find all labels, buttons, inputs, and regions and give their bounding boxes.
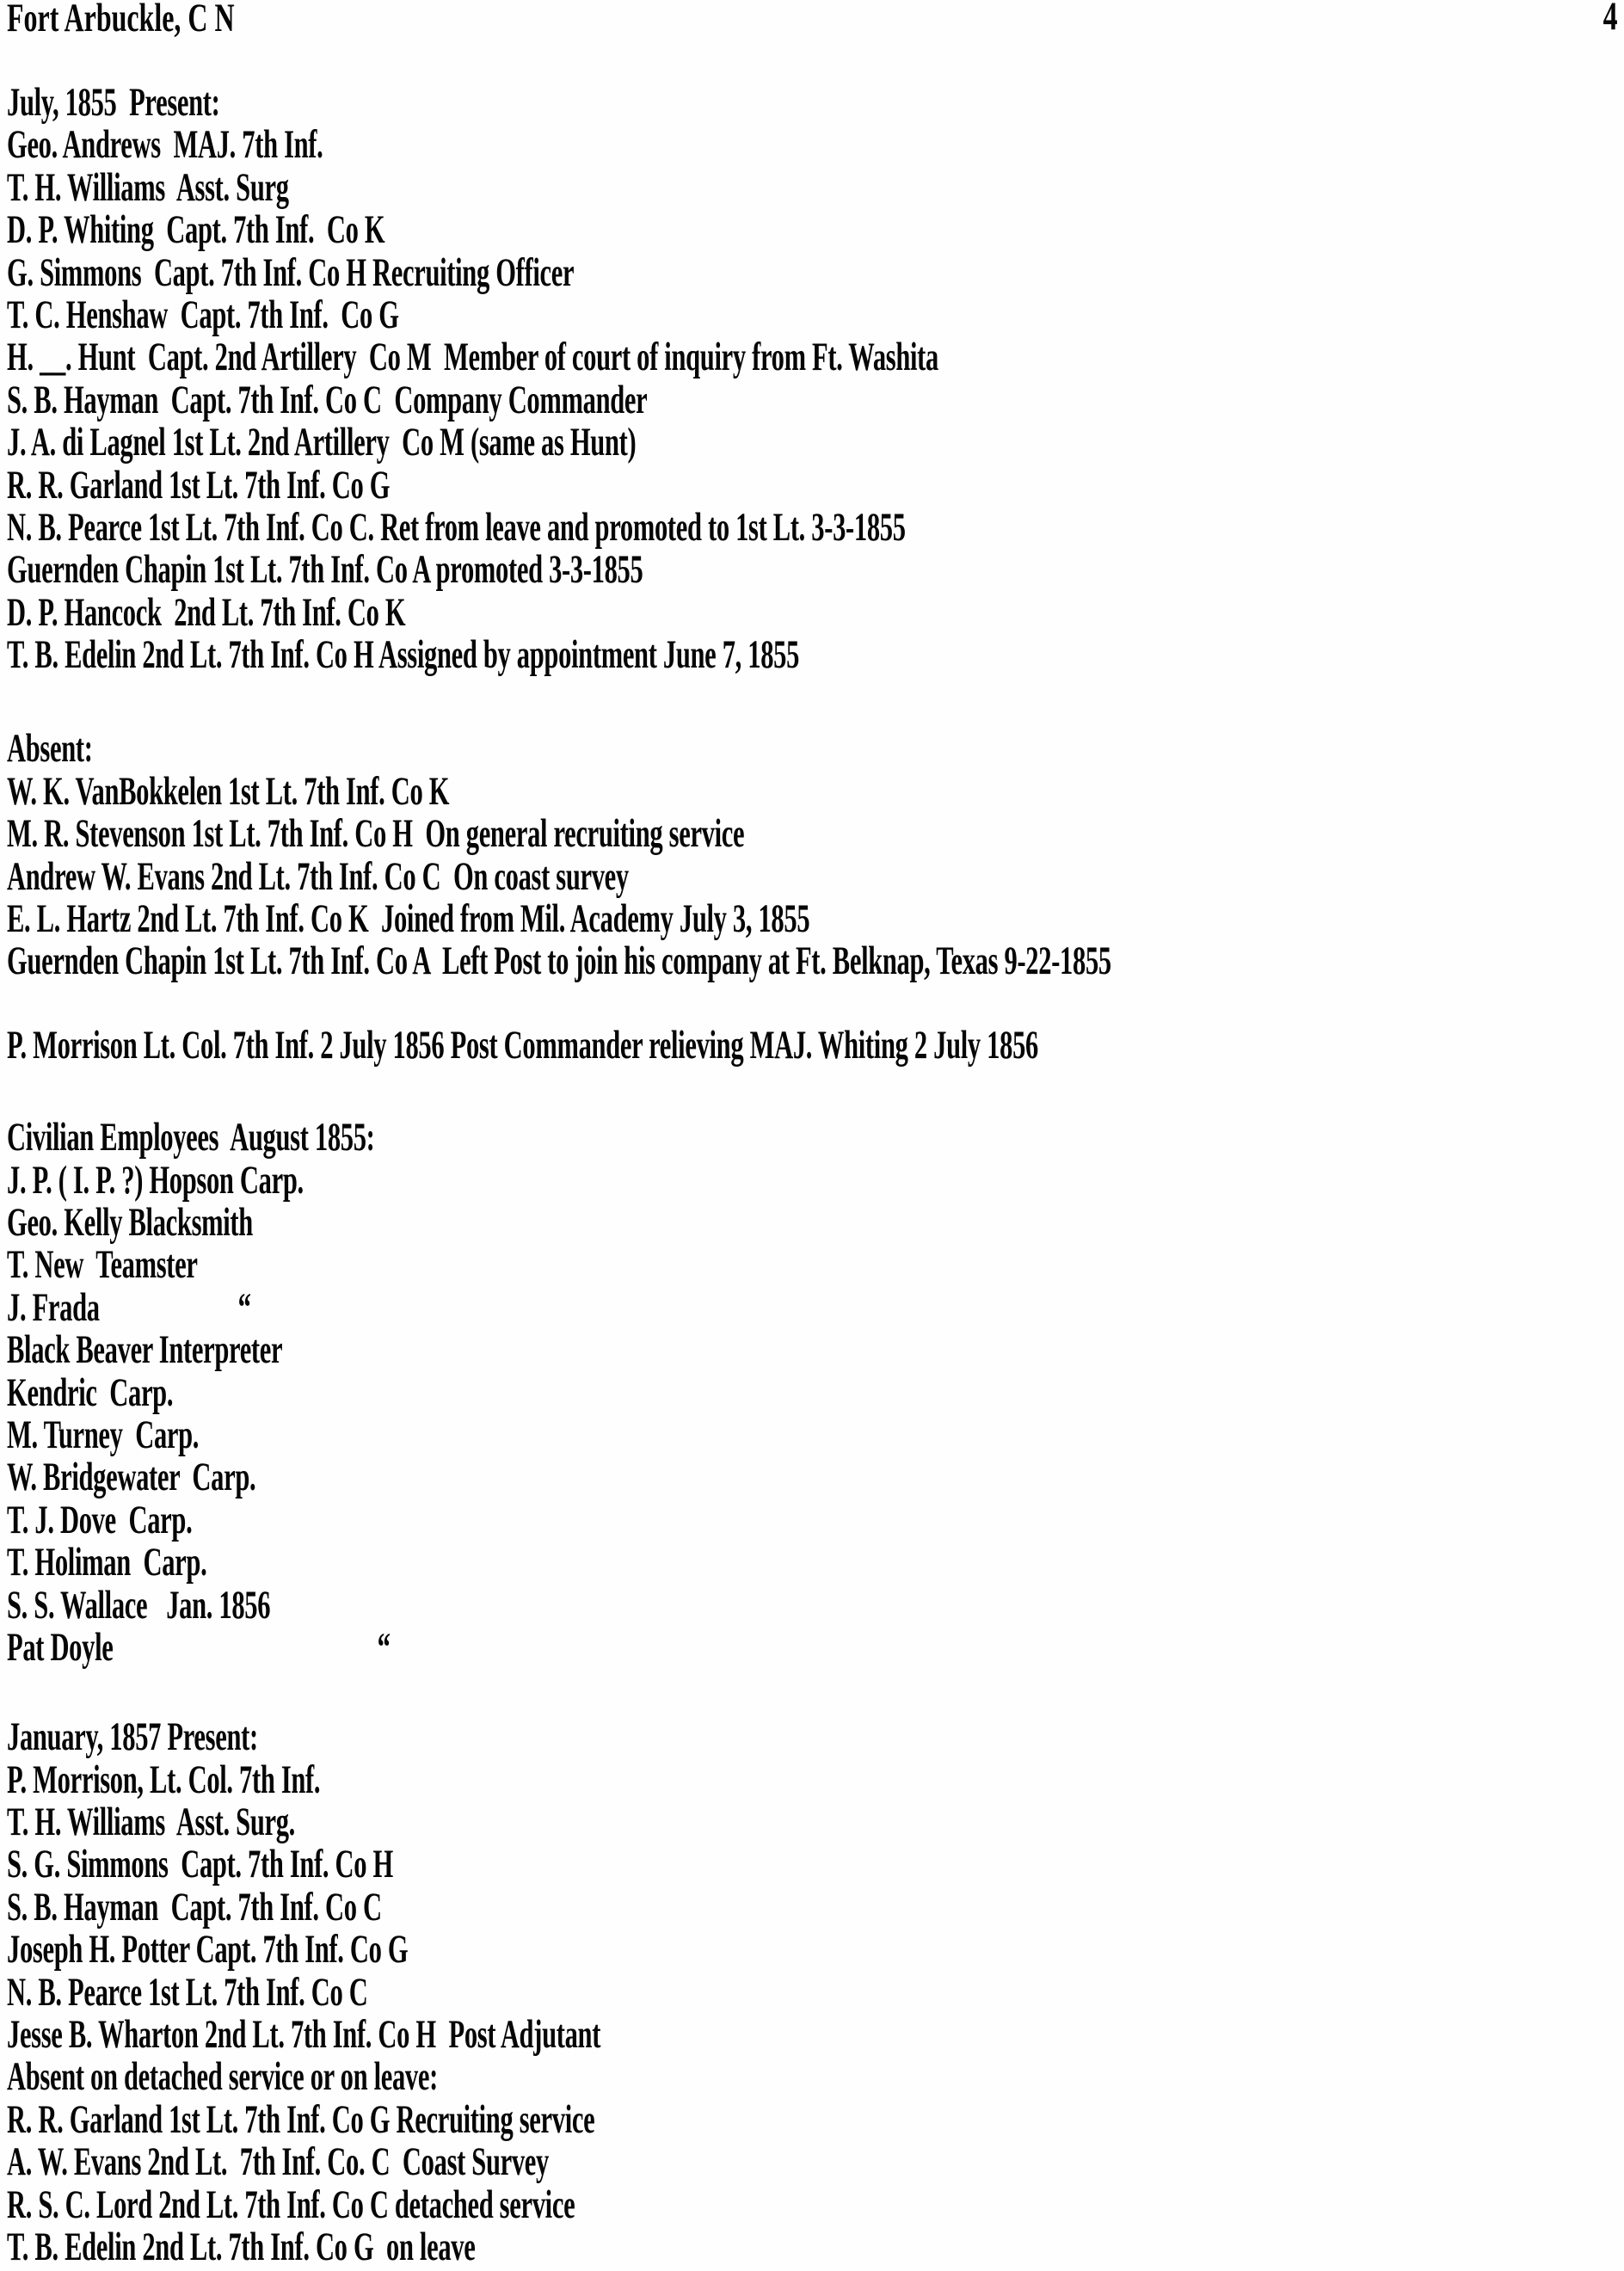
- page-number: 4: [1602, 0, 1617, 39]
- text-line: Geo. Kelly Blacksmith: [7, 1199, 253, 1245]
- text-line: July, 1855 Present:: [7, 80, 220, 125]
- text-line: T. H. Williams Asst. Surg: [7, 164, 289, 210]
- text-line: Jesse B. Wharton 2nd Lt. 7th Inf. Co H Post Adjutant: [7, 2012, 601, 2058]
- text-line: Black Beaver Interpreter: [7, 1327, 283, 1373]
- text-line: January, 1857 Present:: [7, 1714, 258, 1760]
- text-line: Andrew W. Evans 2nd Lt. 7th Inf. Co C On coast survey: [7, 853, 629, 899]
- text-line: N. B. Pearce 1st Lt. 7th Inf. Co C: [7, 1969, 368, 2015]
- section-civilian-employees: [7, 1117, 1621, 1669]
- text-line: R. R. Garland 1st Lt. 7th Inf. Co G: [7, 462, 391, 508]
- text-line: H. __. Hunt Capt. 2nd Artillery Co M Member of court of inquiry from Ft. Washita: [7, 335, 938, 380]
- text-line: W. Bridgewater Carp.: [7, 1455, 256, 1500]
- text-line: J. A. di Lagnel 1st Lt. 2nd Artillery Co M (same as Hunt): [7, 420, 637, 465]
- text-line: J. P. ( I. P. ?) Hopson Carp.: [7, 1157, 304, 1203]
- text-line: D. P. Whiting Capt. 7th Inf. Co K: [7, 207, 385, 253]
- text-line: T. H. Williams Asst. Surg.: [7, 1800, 295, 1845]
- text-line: Joseph H. Potter Capt. 7th Inf. Co G: [7, 1927, 409, 1973]
- text-line: R. S. C. Lord 2nd Lt. 7th Inf. Co C detached service: [7, 2182, 575, 2227]
- text-line: Absent:: [7, 726, 93, 772]
- text-line: Guernden Chapin 1st Lt. 7th Inf. Co A promoted 3-3-1855: [7, 547, 643, 593]
- text-line: J. Frada “: [7, 1284, 251, 1330]
- text-line: T. J. Dove Carp.: [7, 1497, 193, 1542]
- text-line: Guernden Chapin 1st Lt. 7th Inf. Co A Left Post to join his company at Ft. Belknap, Texas 9-22-1855: [7, 939, 1111, 984]
- text-line: M. R. Stevenson 1st Lt. 7th Inf. Co H On general recruiting service: [7, 811, 745, 857]
- text-line: S. S. Wallace Jan. 1856: [7, 1582, 271, 1628]
- text-line: Civilian Employees August 1855:: [7, 1115, 375, 1160]
- text-line: N. B. Pearce 1st Lt. 7th Inf. Co C. Ret from leave and promoted to 1st Lt. 3-3-1855: [7, 504, 906, 550]
- text-line: Geo. Andrews MAJ. 7th Inf.: [7, 122, 323, 168]
- text-line: M. Turney Carp.: [7, 1412, 200, 1457]
- page-title: Fort Arbuckle, C N: [7, 0, 235, 40]
- section-command-note-1856: [7, 1022, 1621, 1068]
- text-line: D. P. Hancock 2nd Lt. 7th Inf. Co K: [7, 589, 406, 635]
- section-january-1857-present: [7, 1716, 1621, 2268]
- text-line: Pat Doyle “: [7, 1624, 391, 1670]
- text-line: R. R. Garland 1st Lt. 7th Inf. Co G Recruiting service: [7, 2096, 595, 2142]
- text-line: P. Morrison, Lt. Col. 7th Inf.: [7, 1757, 321, 1802]
- text-line: T. C. Henshaw Capt. 7th Inf. Co G: [7, 292, 399, 337]
- text-line: Kendric Carp.: [7, 1369, 174, 1415]
- text-line: T. B. Edelin 2nd Lt. 7th Inf. Co H Assigned by appointment June 7, 1855: [7, 632, 800, 678]
- document-body: [7, 82, 1621, 2268]
- section-july-1855-present: [7, 82, 1621, 676]
- text-line: G. Simmons Capt. 7th Inf. Co H Recruiting Officer: [7, 249, 575, 295]
- text-line: S. G. Simmons Capt. 7th Inf. Co H: [7, 1842, 393, 1887]
- text-line: W. K. VanBokkelen 1st Lt. 7th Inf. Co K: [7, 768, 450, 814]
- text-line: T. B. Edelin 2nd Lt. 7th Inf. Co G on leave: [7, 2224, 476, 2269]
- text-line: T. Holiman Carp.: [7, 1540, 207, 1585]
- text-line: T. New Teamster: [7, 1242, 198, 1288]
- section-absent-1855: [7, 728, 1621, 982]
- text-line: Absent on detached service or on leave:: [7, 2054, 438, 2100]
- text-line: S. B. Hayman Capt. 7th Inf. Co C: [7, 1884, 382, 1929]
- text-line: E. L. Hartz 2nd Lt. 7th Inf. Co K Joined from Mil. Academy July 3, 1855: [7, 896, 810, 942]
- text-line: S. B. Hayman Capt. 7th Inf. Co C Company Commander: [7, 377, 648, 422]
- text-line: P. Morrison Lt. Col. 7th Inf. 2 July 1856 Post Commander relieving MAJ. Whiting 2 July 1856: [7, 1022, 1038, 1068]
- text-line: A. W. Evans 2nd Lt. 7th Inf. Co. C Coast Survey: [7, 2139, 550, 2185]
